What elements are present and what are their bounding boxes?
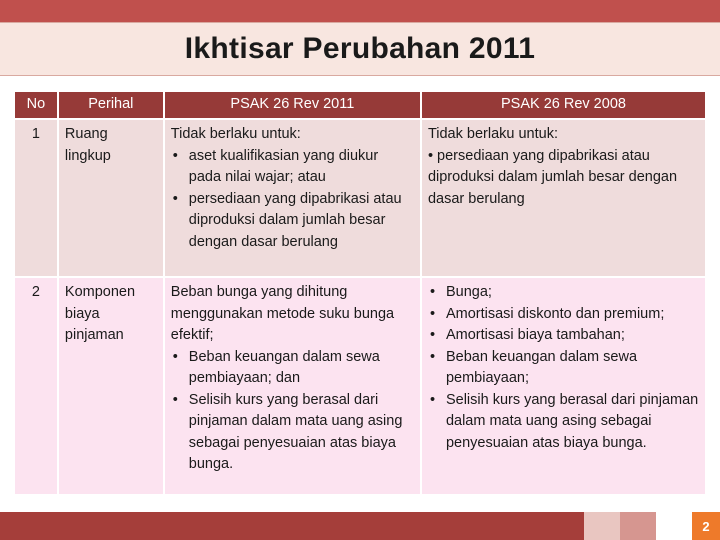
list-item-text: Selisih kurs yang berasal dari pinjaman dalam mata uang asing sebagai penyesuaian atas biaya bunga. (188, 391, 403, 472)
table-header-row (15, 92, 705, 118)
table-row (15, 278, 705, 494)
cell-rev-2008 (422, 120, 705, 276)
bullet-icon: • (172, 147, 178, 164)
header-perihal: Perihal (59, 92, 163, 118)
list-item (171, 390, 414, 476)
bullet-icon: • (429, 305, 436, 322)
bullet-list (171, 347, 414, 476)
header-rev-2011: PSAK 26 Rev 2011 (165, 92, 420, 118)
top-decor-band (0, 0, 720, 22)
list-item-text: Amortisasi biaya tambahan; (445, 327, 625, 343)
cell-rev-2011 (165, 278, 420, 494)
bullet-icon: • (172, 391, 178, 408)
bullet-icon: • (172, 190, 178, 207)
list-item (428, 282, 699, 304)
page-number: 2 (702, 518, 710, 534)
list-item-text: aset kualifikasian yang diukur pada nilai wajar; atau (188, 147, 379, 185)
list-item-text: persediaan yang dipabrikasi atau diproduksi dalam jumlah besar dengan dasar berulang (188, 190, 402, 250)
bullet-list (428, 282, 699, 454)
cell-intro: Beban bunga yang dihitung menggunakan metode suku bunga efektif; (170, 284, 395, 343)
bullet-list (171, 146, 414, 254)
list-item-text: Bunga; (445, 284, 492, 300)
cell-rev-2008 (422, 278, 705, 494)
row-perihal: Komponen biaya pinjaman (59, 278, 163, 494)
list-item (171, 189, 414, 254)
cell-intro: Tidak berlaku untuk: (427, 126, 558, 142)
header-rev-2008: PSAK 26 Rev 2008 (422, 92, 705, 118)
slide-title: Ikhtisar Perubahan 2011 (184, 32, 536, 65)
footer-square (656, 512, 692, 540)
cell-intro: Tidak berlaku untuk: (170, 126, 301, 142)
bullet-icon: • (429, 327, 436, 343)
list-item (428, 390, 699, 455)
list-item-text: Selisih kurs yang berasal dari pinjaman dalam mata uang asing sebagai penyesuaian atas biaya bunga. (445, 391, 699, 451)
comparison-table (13, 90, 707, 496)
list-item-text: Beban keuangan dalam sewa pembiayaan; dan (188, 348, 380, 386)
row-perihal: Ruang lingkup (59, 120, 163, 276)
list-item-text: Beban keuangan dalam sewa pembiayaan; (445, 348, 638, 386)
cell-text: • persediaan yang dipabrikasi atau diproduksi dalam jumlah besar dengan dasar berulang (427, 147, 678, 207)
list-item (428, 325, 699, 347)
bullet-icon: • (429, 391, 436, 408)
table-row (15, 120, 705, 276)
bullet-icon: • (172, 348, 178, 365)
list-item (171, 347, 414, 390)
footer-square (620, 512, 656, 540)
bullet-icon: • (429, 348, 436, 365)
row-number: 1 (15, 120, 57, 276)
list-item (171, 146, 414, 189)
bullet-icon: • (429, 284, 436, 300)
footer-square (584, 512, 620, 540)
row-number: 2 (15, 278, 57, 494)
list-item (428, 347, 699, 390)
cell-rev-2011 (165, 120, 420, 276)
header-no: No (15, 92, 57, 118)
list-item (428, 304, 699, 326)
title-band (0, 22, 720, 76)
list-item-text: Amortisasi diskonto dan premium; (445, 305, 665, 322)
